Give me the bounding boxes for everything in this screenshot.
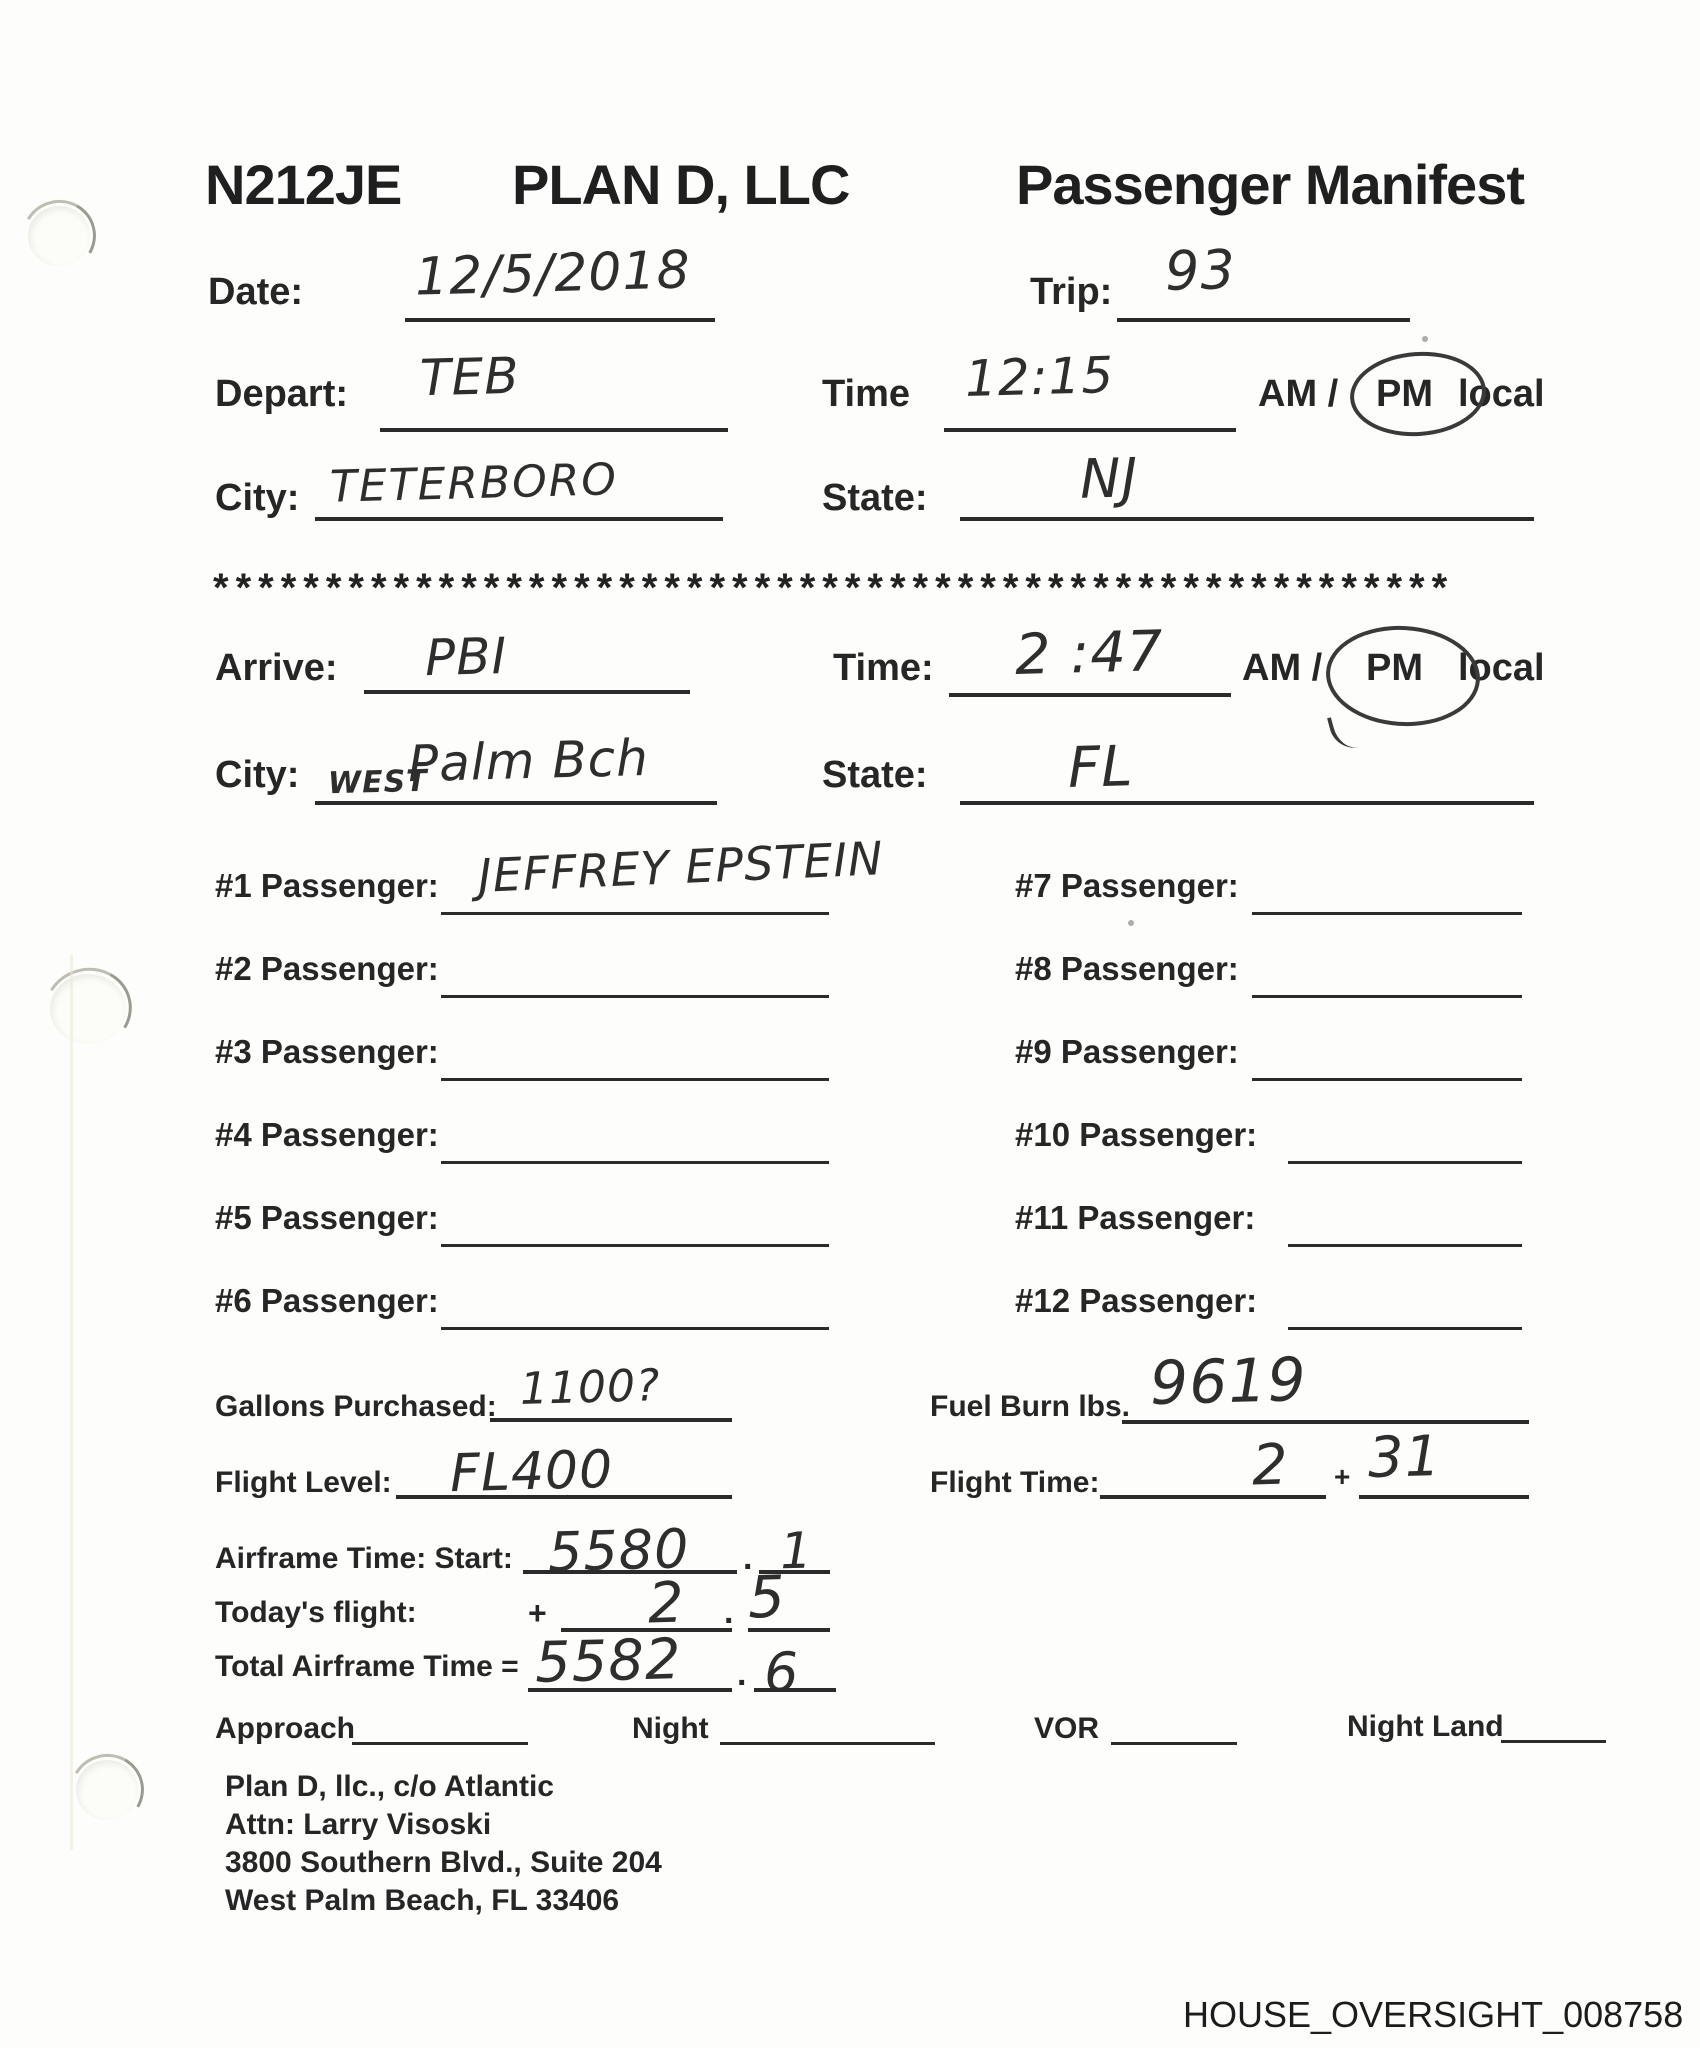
flight-time-underline-1 [1100, 1495, 1326, 1499]
todays-flight-whole-handwritten: 2 [647, 1570, 686, 1637]
depart-local-label: local [1458, 373, 1545, 415]
date-label: Date: [208, 271, 304, 313]
flight-time-underline-2 [1359, 1495, 1529, 1499]
todays-flight-decimal-handwritten: 5 [747, 1562, 787, 1632]
trip-label: Trip: [1030, 271, 1113, 313]
depart-pm-circle-annotation [1347, 347, 1489, 440]
gallons-purchased-value-handwritten: 1100? [519, 1360, 661, 1415]
depart-time-value-handwritten: 12:15 [964, 346, 1115, 408]
passenger-6-label: #6 Passenger: [215, 1282, 439, 1319]
vor-label: VOR [1034, 1712, 1100, 1745]
arrive-label: Arrive: [215, 647, 338, 689]
depart-state-underline [960, 517, 1534, 521]
arrive-underline [364, 690, 690, 694]
arrive-time-label: Time: [833, 647, 934, 689]
vor-underline [1111, 1742, 1237, 1745]
passenger-4-label: #4 Passenger: [215, 1116, 439, 1153]
scan-speck [1128, 920, 1134, 926]
passenger-7-label: #7 Passenger: [1015, 867, 1239, 904]
total-airframe-point: . [737, 1655, 747, 1693]
arrive-am-label: AM / [1242, 647, 1323, 689]
fuel-burn-label: Fuel Burn lbs. [930, 1390, 1131, 1423]
depart-label: Depart: [215, 373, 349, 415]
arrive-state-underline [960, 801, 1534, 805]
date-underline [405, 318, 715, 322]
passenger-1-label: #1 Passenger: [215, 867, 439, 904]
passenger-9-underline [1252, 1078, 1522, 1081]
passenger-1-underline [441, 912, 829, 915]
flight-time-minutes-handwritten: 31 [1367, 1424, 1443, 1491]
gallons-purchased-label: Gallons Purchased: [215, 1390, 497, 1423]
total-airframe-whole-handwritten: 5582 [534, 1627, 683, 1696]
depart-underline [380, 428, 728, 432]
night-label: Night [632, 1712, 709, 1745]
arrive-pm-label: PM [1366, 647, 1423, 689]
flight-time-hours-handwritten: 2 [1251, 1432, 1290, 1499]
passenger-6-underline [441, 1327, 829, 1330]
arrive-state-label: State: [822, 754, 928, 796]
passenger-5-underline [441, 1244, 829, 1247]
passenger-1-value-handwritten: JEFFREY EPSTEIN [477, 831, 885, 903]
passenger-3-label: #3 Passenger: [215, 1033, 439, 1070]
trip-value-handwritten: 93 [1164, 238, 1237, 303]
flight-time-label: Flight Time: [930, 1466, 1100, 1499]
arrive-city-underline [315, 801, 717, 805]
depart-state-value-handwritten: NJ [1079, 446, 1140, 511]
depart-am-label: AM / [1258, 373, 1339, 415]
scan-speck [1422, 336, 1428, 342]
page-title: Passenger Manifest [1016, 153, 1524, 216]
night-underline [720, 1742, 935, 1745]
arrive-city-value-handwritten: Palm Bch [407, 728, 650, 794]
arrive-city-prefix-handwritten: WEST [327, 763, 429, 802]
hole-punch-middle [50, 974, 126, 1044]
hole-punch-bottom [76, 1760, 138, 1820]
hole-punch-top [28, 206, 90, 266]
passenger-9-label: #9 Passenger: [1015, 1033, 1239, 1070]
passenger-10-label: #10 Passenger: [1015, 1116, 1258, 1153]
airframe-start-whole-handwritten: 5580 [547, 1517, 691, 1584]
passenger-5-label: #5 Passenger: [215, 1199, 439, 1236]
passenger-12-label: #12 Passenger: [1015, 1282, 1258, 1319]
arrive-city-label: City: [215, 754, 300, 796]
trip-underline [1117, 318, 1410, 322]
arrive-time-underline [949, 693, 1231, 697]
arrive-pm-circle-annotation [1323, 622, 1482, 730]
night-land-label: Night Land [1347, 1710, 1504, 1743]
total-airframe-underline-2 [754, 1688, 836, 1692]
scan-artifact-line [70, 955, 73, 1850]
gallons-purchased-underline [490, 1418, 732, 1422]
passenger-11-label: #11 Passenger: [1015, 1199, 1256, 1236]
flight-level-value-handwritten: FL400 [449, 1439, 614, 1505]
passenger-8-label: #8 Passenger: [1015, 950, 1239, 987]
fuel-burn-underline [1122, 1420, 1529, 1424]
flight-level-underline [396, 1495, 732, 1499]
total-airframe-label: Total Airframe Time = [215, 1650, 519, 1683]
airframe-start-point: . [743, 1539, 753, 1577]
tail-number: N212JE [205, 153, 402, 216]
airframe-start-underline-1 [523, 1570, 737, 1574]
night-land-underline [1501, 1740, 1606, 1743]
address-line-attn: Attn: Larry Visoski [225, 1808, 492, 1841]
passenger-12-underline [1288, 1327, 1522, 1330]
date-value-handwritten: 12/5/2018 [414, 240, 692, 308]
todays-flight-underline-2 [748, 1628, 830, 1632]
airframe-start-label: Airframe Time: Start: [215, 1542, 513, 1575]
depart-value-handwritten: TEB [419, 346, 521, 408]
passenger-2-underline [441, 995, 829, 998]
depart-city-underline [315, 517, 723, 521]
arrive-value-handwritten: PBI [424, 626, 508, 688]
address-line-street: 3800 Southern Blvd., Suite 204 [225, 1846, 662, 1879]
todays-flight-plus-sign: + [528, 1595, 547, 1631]
passenger-11-underline [1288, 1244, 1522, 1247]
depart-city-label: City: [215, 477, 300, 519]
todays-flight-label: Today's flight: [215, 1596, 417, 1629]
arrive-local-label: local [1458, 647, 1545, 689]
depart-time-underline [944, 428, 1236, 432]
airframe-start-decimal-handwritten: 1 [779, 1521, 814, 1581]
company-name: PLAN D, LLC [512, 153, 850, 216]
depart-time-label: Time [822, 373, 911, 415]
address-line-city: West Palm Beach, FL 33406 [225, 1884, 620, 1917]
arrive-time-value-handwritten: 2 :47 [1014, 619, 1165, 688]
asterisk-separator: ******************************************************* [213, 566, 1455, 610]
todays-flight-point: . [724, 1593, 734, 1631]
arrive-state-value-handwritten: FL [1067, 734, 1135, 801]
approach-label: Approach [215, 1712, 356, 1745]
passenger-4-underline [441, 1161, 829, 1164]
total-airframe-decimal-handwritten: 6 [763, 1640, 801, 1705]
total-airframe-underline-1 [528, 1688, 732, 1692]
fuel-burn-value-handwritten: 9619 [1149, 1344, 1308, 1420]
depart-city-value-handwritten: TETERBORO [329, 454, 619, 513]
document-id: HOUSE_OVERSIGHT_008758 [1183, 1994, 1684, 2035]
passenger-10-underline [1288, 1161, 1522, 1164]
approach-underline [352, 1742, 528, 1745]
passenger-3-underline [441, 1078, 829, 1081]
passenger-2-label: #2 Passenger: [215, 950, 439, 987]
depart-pm-label: PM [1376, 373, 1433, 415]
flight-time-plus-sign: + [1334, 1461, 1351, 1492]
flight-level-label: Flight Level: [215, 1466, 392, 1499]
depart-state-label: State: [822, 477, 928, 519]
address-line-company: Plan D, llc., c/o Atlantic [225, 1770, 554, 1803]
passenger-7-underline [1252, 912, 1522, 915]
passenger-8-underline [1252, 995, 1522, 998]
